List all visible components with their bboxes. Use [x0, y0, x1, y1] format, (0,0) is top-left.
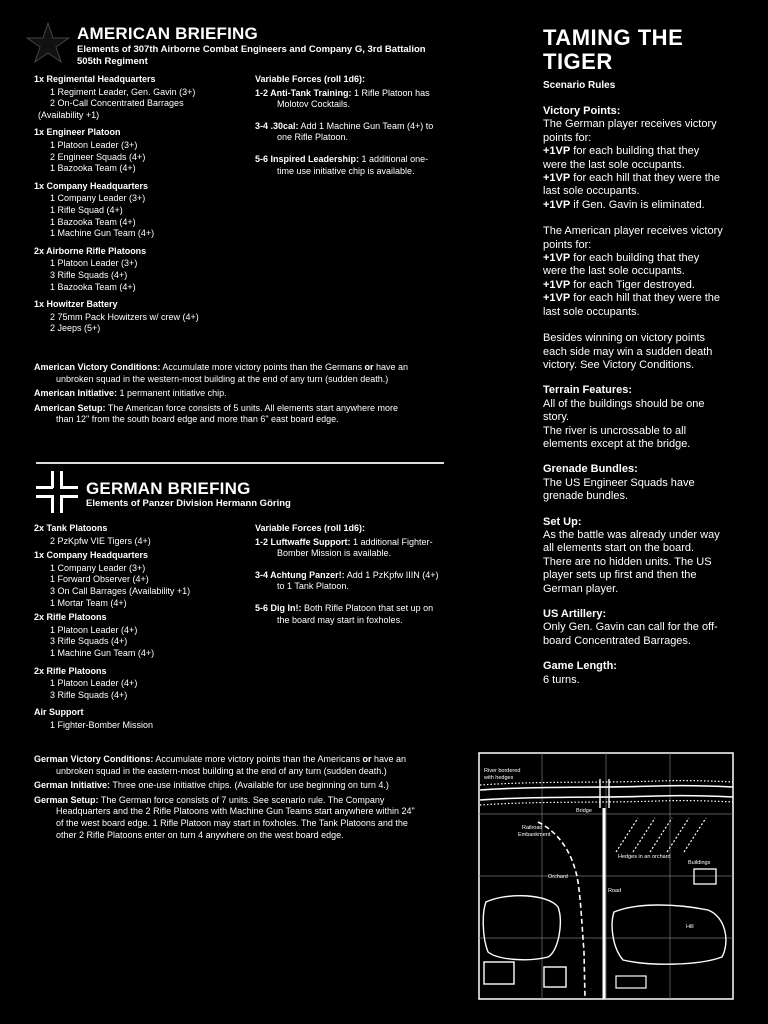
unit-item: 1 Company Leader (3+)	[50, 193, 146, 204]
american-conditions	[34, 362, 454, 429]
american-setup	[34, 403, 454, 426]
unit-item: 2 75mm Pack Howitzers w/ crew (4+)	[50, 311, 199, 322]
rule-text: The river is uncrossable to all elements except at the bridge.	[543, 424, 691, 450]
unit-header: 2x Rifle Platoons	[34, 612, 107, 623]
vp-line: last sole occupants.	[543, 185, 640, 198]
variable-option	[255, 88, 455, 111]
condition-label: German Victory Conditions:	[34, 754, 154, 764]
unit-header: 1x Company Headquarters	[34, 180, 149, 191]
unit-item: 3 On Call Barrages (Availability +1)	[50, 585, 191, 596]
condition-label: American Initiative:	[34, 388, 118, 399]
unit-item: 1 Forward Observer (4+)	[50, 574, 149, 585]
condition-text: than 12" from the south board edge and more than 6" east board edge.	[56, 414, 339, 425]
condition-text: of the west board edge. 1 Rifle Platoon may start in foxholes. The Tank Platoons and the	[56, 817, 408, 828]
map-label-river: River bordered	[484, 768, 521, 774]
unit-item: 1 Company Leader (3+)	[50, 562, 146, 573]
unit-header: 2x Tank Platoons	[34, 523, 108, 533]
variable-header: Variable Forces (roll 1d6):	[255, 74, 366, 84]
condition-label: German Initiative:	[34, 780, 111, 791]
unit-item: 1 Machine Gun Team (4+)	[50, 228, 155, 239]
american-subtitle-line-2: 505th Regiment	[77, 56, 148, 67]
rule-text: Besides winning on victory points each side may win a sudden death victory. See Victory Conditions.	[543, 332, 713, 371]
condition-or: or	[364, 362, 374, 372]
unit-item: 1 Platoon Leader (4+)	[50, 678, 138, 689]
condition-text: unbroken squad in the eastern-most building at the end of any turn (sudden death.)	[56, 765, 387, 776]
american-variable-forces	[255, 74, 455, 187]
variable-text: Add 1 PzKpfw IIIN (4+)	[346, 569, 439, 580]
condition-text: have an	[374, 754, 407, 764]
variable-text: Both Rifle Platoon that set up on	[304, 602, 434, 613]
unit-item: 1 Bazooka Team (4+)	[50, 163, 136, 174]
variable-text: to 1 Tank Platoon.	[277, 581, 349, 592]
unit-item: 3 Rifle Squads (4+)	[50, 636, 128, 647]
unit-item: 2 Engineer Squads (4+)	[50, 151, 146, 162]
vp-line: +1VP if Gen. Gavin is eliminated.	[543, 198, 705, 211]
unit-item: 1 Platoon Leader (3+)	[50, 139, 138, 150]
unit-item: 1 Fighter-Bomber Mission	[50, 719, 154, 730]
vp-line: +1VP for each Tiger destroyed.	[543, 278, 695, 291]
rule-text: As the battle was already under way all elements start on the board. There are no hidden units. The US player sets up first and then the German player.	[543, 528, 720, 595]
vp-line: +1VP for each building that they were the last sole occupants.	[543, 145, 700, 171]
variable-option	[255, 603, 455, 626]
rule-header: Game Length:	[543, 660, 617, 673]
rule-text: The US Engineer Squads have grenade bundles.	[543, 476, 695, 503]
map-label-hill: Hill	[686, 924, 694, 930]
unit-item: 1 Bazooka Team (4+)	[50, 216, 136, 227]
german-setup	[34, 795, 464, 841]
american-units	[34, 74, 244, 335]
condition-text: The German force consists of 7 units. See scenario rule. The Company	[100, 794, 385, 805]
scenario-title-line-1: TAMING THE	[543, 25, 684, 50]
variable-text: the board may start in foxholes.	[277, 614, 403, 625]
rule-text: The German player receives victory points for:	[543, 118, 717, 144]
variable-label: 1-2 Luftwaffe Support:	[255, 536, 351, 547]
scenario-subtitle: Scenario Rules	[543, 80, 616, 91]
variable-option	[255, 154, 455, 177]
variable-label: 5-6 Dig In!:	[255, 602, 302, 613]
rule-text: Only Gen. Gavin can call for the off- board Concentrated Barrages.	[543, 621, 718, 647]
unit-header: 2x Rifle Platoons	[34, 665, 107, 676]
variable-option	[255, 570, 455, 593]
condition-text: Accumulate more victory points than the Germans	[162, 362, 362, 372]
variable-label: 5-6 Inspired Leadership:	[255, 153, 360, 164]
variable-option	[255, 121, 455, 144]
vp-line: +1VP for each hill that they were the	[543, 172, 721, 185]
balkenkreuz-icon	[36, 471, 78, 513]
unit-header: 2x Airborne Rifle Platoons	[34, 245, 147, 256]
map-label-hedges: Hedges in an orchard	[618, 854, 671, 860]
condition-text: Three one-use initiative chips. (Available for use beginning on turn 4.)	[112, 780, 389, 791]
american-initiative	[34, 388, 454, 400]
rule-text: 6 turns.	[543, 673, 580, 686]
condition-text: The American force consists of 5 units. All elements start anywhere more	[107, 402, 399, 413]
german-variable-forces	[255, 523, 455, 636]
map-label-railroad: Railroad	[522, 825, 543, 831]
variable-label: 3-4 Achtung Panzer!:	[255, 569, 345, 580]
rule-text: All of the buildings should be one story.	[543, 397, 705, 424]
rule-header: Grenade Bundles:	[543, 463, 638, 476]
unit-header: 1x Engineer Platoon	[34, 127, 121, 138]
vp-line: last sole occupants.	[543, 305, 640, 318]
condition-label: German Setup:	[34, 794, 99, 805]
unit-header: 1x Company Headquarters	[34, 550, 149, 561]
american-victory-conditions	[34, 362, 454, 385]
condition-text: have an	[376, 362, 409, 372]
map-label-buildings: Buildings	[688, 860, 711, 866]
unit-item: 1 Platoon Leader (3+)	[50, 258, 138, 269]
condition-label: American Victory Conditions:	[34, 362, 161, 372]
variable-text: Bomber Mission is available.	[277, 548, 392, 559]
variable-header: Variable Forces (roll 1d6):	[255, 523, 366, 533]
rule-header: Terrain Features:	[543, 384, 633, 397]
condition-or: or	[362, 754, 372, 764]
unit-item: 2 PzKpfw VIE Tigers (4+)	[50, 535, 151, 546]
german-conditions	[34, 754, 464, 844]
unit-item: 2 On-Call Concentrated Barrages	[50, 98, 184, 109]
scenario-title	[543, 26, 683, 74]
german-title: GERMAN BRIEFING	[86, 479, 251, 498]
star-icon	[26, 22, 70, 64]
rule-header: Set Up:	[543, 515, 582, 528]
battlefield-map	[478, 752, 734, 1000]
variable-text: one Rifle Platoon.	[277, 132, 349, 143]
condition-text: Headquarters and the 2 Rifle Platoons with Machine Gun Teams start anywhere within 24"	[56, 806, 415, 817]
variable-text: Add 1 Machine Gun Team (4+) to	[300, 120, 434, 131]
unit-item: (Availability +1)	[38, 109, 100, 120]
unit-item: 1 Bazooka Team (4+)	[50, 281, 136, 292]
variable-text: time use initiative chip is available.	[277, 165, 415, 176]
unit-header: 1x Howitzer Battery	[34, 299, 118, 310]
unit-item: 1 Rifle Squad (4+)	[50, 204, 123, 215]
vp-line: +1VP for each hill that they were the	[543, 292, 721, 305]
map-label-bridge: Bridge	[576, 808, 592, 814]
variable-label: 1-2 Anti-Tank Training:	[255, 87, 352, 98]
variable-text: Molotov Cocktails.	[277, 99, 351, 110]
scenario-title-line-2: TIGER	[543, 49, 613, 74]
map-label-railroad: Embankment	[518, 832, 551, 838]
condition-text: Accumulate more victory points than the Americans	[155, 754, 360, 764]
rule-header: Victory Points:	[543, 105, 621, 117]
map-label-orchard: Orchard	[548, 874, 568, 880]
unit-item: 1 Platoon Leader (4+)	[50, 624, 138, 635]
map-label-river: with hedges	[484, 775, 514, 781]
section-divider	[36, 462, 444, 464]
unit-item: 2 Jeeps (5+)	[50, 323, 101, 334]
variable-text: 1 additional one-	[361, 153, 429, 164]
condition-label: American Setup:	[34, 402, 106, 413]
unit-item: 3 Rifle Squads (4+)	[50, 689, 128, 700]
german-subtitle: Elements of Panzer Division Hermann Göring	[86, 498, 291, 509]
american-title: AMERICAN BRIEFING	[77, 24, 258, 43]
unit-header: 1x Regimental Headquarters	[34, 74, 156, 84]
german-initiative	[34, 780, 464, 792]
unit-item: 1 Machine Gun Team (4+)	[50, 647, 155, 658]
unit-item: 3 Rifle Squads (4+)	[50, 269, 128, 280]
unit-item: 1 Regiment Leader, Gen. Gavin (3+)	[50, 86, 196, 97]
condition-text: unbroken squad in the western-most building at the end of any turn (sudden death.)	[56, 373, 389, 384]
unit-item: 1 Mortar Team (4+)	[50, 597, 127, 608]
vp-line: +1VP for each building that they were the last sole occupants.	[543, 252, 700, 278]
condition-text: 1 permanent initiative chip.	[119, 388, 227, 399]
variable-label: 3-4 .30cal:	[255, 120, 299, 131]
german-units	[34, 523, 244, 732]
variable-text: 1 Rifle Platoon has	[354, 87, 430, 98]
condition-text: other 2 Rifle Platoons enter on turn 4 anywhere on the west board edge.	[56, 829, 344, 840]
variable-option	[255, 537, 455, 560]
american-subtitle-line-1: Elements of 307th Airborne Combat Engineers and Company G, 3rd Battalion	[77, 44, 426, 55]
variable-text: 1 additional Fighter-	[353, 536, 433, 547]
american-subtitle	[77, 44, 477, 68]
unit-header: Air Support	[34, 707, 84, 718]
rule-text: The American player receives victory points for:	[543, 225, 723, 251]
map-label-road: Road	[608, 888, 622, 894]
rule-header: US Artillery:	[543, 608, 607, 620]
german-victory-conditions	[34, 754, 464, 777]
scenario-rules	[543, 105, 723, 687]
